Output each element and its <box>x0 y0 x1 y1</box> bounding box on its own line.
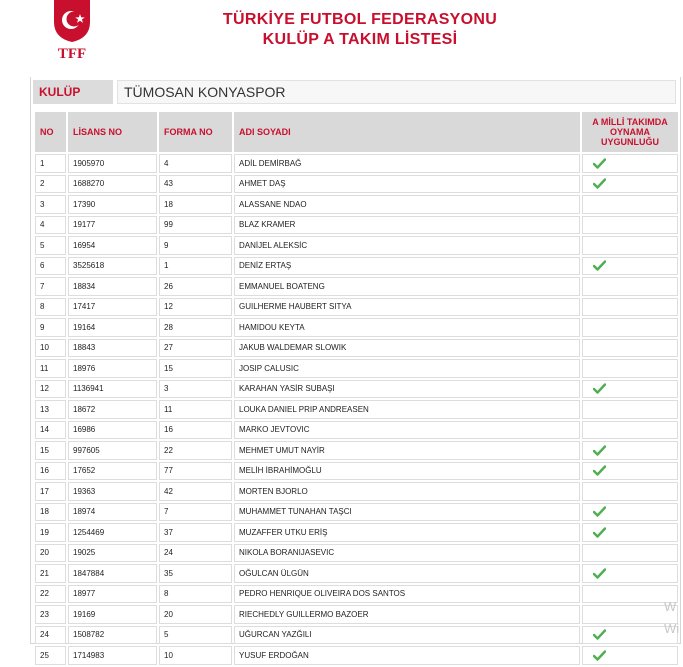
club-name: TÜMOSAN KONYASPOR <box>117 80 676 104</box>
table-row <box>35 564 678 583</box>
table-row <box>35 503 678 522</box>
cell-name: MEHMET UMUT NAYİR <box>234 441 580 460</box>
cell-license: 18974 <box>68 503 157 522</box>
cell-license: 18976 <box>68 359 157 378</box>
cell-shirt: 42 <box>159 482 232 501</box>
table-row <box>35 236 678 255</box>
cell-shirt: 43 <box>159 175 232 194</box>
cell-shirt: 12 <box>159 298 232 317</box>
header-eligible: A MİLLİ TAKIMDA OYNAMA UYGUNLUĞU <box>582 112 678 152</box>
club-label: KULÜP <box>33 80 113 104</box>
cell-eligible <box>582 421 678 440</box>
cell-no: 7 <box>35 277 66 296</box>
cell-no: 22 <box>35 585 66 604</box>
cell-name: UĞURCAN YAZĞILI <box>234 626 580 645</box>
cell-shirt: 7 <box>159 503 232 522</box>
cell-shirt: 28 <box>159 318 232 337</box>
cell-name: BLAZ KRAMER <box>234 216 580 235</box>
table-row <box>35 216 678 235</box>
table-row <box>35 298 678 317</box>
cell-eligible <box>582 339 678 358</box>
cell-no: 25 <box>35 646 66 665</box>
cell-shirt: 1 <box>159 257 232 276</box>
cell-license: 1254469 <box>68 523 157 542</box>
cell-name: MELİH İBRAHİMOĞLU <box>234 462 580 481</box>
cell-name: RIECHEDLY GUILLERMO BAZOER <box>234 605 580 624</box>
page-title <box>150 10 570 50</box>
cell-eligible <box>582 564 678 583</box>
cell-shirt: 77 <box>159 462 232 481</box>
player-table <box>33 110 680 667</box>
cell-name: JOSIP CALUSIC <box>234 359 580 378</box>
cell-eligible <box>582 195 678 214</box>
cell-license: 18843 <box>68 339 157 358</box>
cell-eligible <box>582 298 678 317</box>
table-row <box>35 318 678 337</box>
table-row <box>35 195 678 214</box>
table-row <box>35 585 678 604</box>
cell-eligible <box>582 257 678 276</box>
cell-name: ADİL DEMİRBAĞ <box>234 154 580 173</box>
cell-no: 14 <box>35 421 66 440</box>
cell-no: 17 <box>35 482 66 501</box>
cell-name: KARAHAN YASİR SUBAŞI <box>234 380 580 399</box>
cell-name: MORTEN BJORLO <box>234 482 580 501</box>
cell-no: 19 <box>35 523 66 542</box>
cell-name: LOUKA DANIEL PRIP ANDREASEN <box>234 400 580 419</box>
cell-license: 19169 <box>68 605 157 624</box>
cell-shirt: 9 <box>159 236 232 255</box>
cell-name: ALASSANE NDAO <box>234 195 580 214</box>
cell-no: 1 <box>35 154 66 173</box>
cell-license: 17417 <box>68 298 157 317</box>
table-row <box>35 277 678 296</box>
watermark <box>664 596 679 640</box>
table-row <box>35 339 678 358</box>
cell-name: JAKUB WALDEMAR SLOWIK <box>234 339 580 358</box>
cell-license: 1508782 <box>68 626 157 645</box>
cell-shirt: 22 <box>159 441 232 460</box>
cell-no: 4 <box>35 216 66 235</box>
cell-eligible <box>582 400 678 419</box>
cell-eligible <box>582 482 678 501</box>
cell-no: 23 <box>35 605 66 624</box>
table-row <box>35 646 678 665</box>
cell-name: HAMIDOU KEYTA <box>234 318 580 337</box>
cell-no: 9 <box>35 318 66 337</box>
check-icon <box>593 260 606 271</box>
cell-eligible <box>582 277 678 296</box>
table-body <box>35 154 678 665</box>
check-icon <box>593 158 606 169</box>
cell-name: EMMANUEL BOATENG <box>234 277 580 296</box>
cell-shirt: 5 <box>159 626 232 645</box>
table-header-row <box>35 112 678 152</box>
cell-eligible <box>582 175 678 194</box>
cell-shirt: 18 <box>159 195 232 214</box>
table-row <box>35 421 678 440</box>
cell-license: 1136941 <box>68 380 157 399</box>
cell-eligible <box>582 236 678 255</box>
cell-name: PEDRO HENRIQUE OLIVEIRA DOS SANTOS <box>234 585 580 604</box>
cell-eligible <box>582 646 678 665</box>
cell-no: 2 <box>35 175 66 194</box>
title-line-2: KULÜP A TAKIM LİSTESİ <box>262 31 458 48</box>
cell-shirt: 15 <box>159 359 232 378</box>
cell-license: 1905970 <box>68 154 157 173</box>
table-row <box>35 523 678 542</box>
cell-shirt: 3 <box>159 380 232 399</box>
table-row <box>35 380 678 399</box>
cell-no: 8 <box>35 298 66 317</box>
cell-name: GUILHERME HAUBERT SITYA <box>234 298 580 317</box>
table-row <box>35 462 678 481</box>
cell-no: 20 <box>35 544 66 563</box>
cell-eligible <box>582 544 678 563</box>
cell-eligible <box>582 318 678 337</box>
cell-name: NIKOLA BORANIJASEVIC <box>234 544 580 563</box>
cell-shirt: 26 <box>159 277 232 296</box>
cell-no: 5 <box>35 236 66 255</box>
cell-shirt: 35 <box>159 564 232 583</box>
check-icon <box>593 445 606 456</box>
cell-name: YUSUF ERDOĞAN <box>234 646 580 665</box>
cell-license: 19164 <box>68 318 157 337</box>
check-icon <box>593 629 606 640</box>
table-row <box>35 154 678 173</box>
cell-name: AHMET DAŞ <box>234 175 580 194</box>
header-no: NO <box>35 112 66 152</box>
cell-shirt: 27 <box>159 339 232 358</box>
cell-license: 1847884 <box>68 564 157 583</box>
cell-license: 18672 <box>68 400 157 419</box>
cell-shirt: 16 <box>159 421 232 440</box>
cell-no: 15 <box>35 441 66 460</box>
table-row <box>35 441 678 460</box>
table-row <box>35 544 678 563</box>
table-row <box>35 626 678 645</box>
check-icon <box>593 506 606 517</box>
check-icon <box>593 383 606 394</box>
cell-eligible <box>582 503 678 522</box>
cell-no: 10 <box>35 339 66 358</box>
cell-eligible <box>582 523 678 542</box>
cell-name: MARKO JEVTOVIC <box>234 421 580 440</box>
watermark-line-1: W <box>664 599 677 614</box>
cell-eligible <box>582 441 678 460</box>
cell-license: 19177 <box>68 216 157 235</box>
cell-eligible <box>582 462 678 481</box>
cell-license: 16954 <box>68 236 157 255</box>
cell-shirt: 11 <box>159 400 232 419</box>
cell-name: DANİJEL ALEKSİC <box>234 236 580 255</box>
cell-name: MUZAFFER UTKU ERİŞ <box>234 523 580 542</box>
watermark-line-2: Wi <box>664 621 680 636</box>
cell-no: 11 <box>35 359 66 378</box>
table-row <box>35 605 678 624</box>
check-icon <box>593 527 606 538</box>
cell-no: 3 <box>35 195 66 214</box>
check-icon <box>593 465 606 476</box>
cell-license: 997605 <box>68 441 157 460</box>
table-row <box>35 400 678 419</box>
cell-name: DENİZ ERTAŞ <box>234 257 580 276</box>
cell-no: 6 <box>35 257 66 276</box>
table-row <box>35 482 678 501</box>
cell-shirt: 20 <box>159 605 232 624</box>
cell-shirt: 10 <box>159 646 232 665</box>
cell-no: 13 <box>35 400 66 419</box>
cell-no: 21 <box>35 564 66 583</box>
cell-license: 17390 <box>68 195 157 214</box>
cell-license: 19363 <box>68 482 157 501</box>
header-license: LİSANS NO <box>68 112 157 152</box>
cell-license: 17652 <box>68 462 157 481</box>
cell-eligible <box>582 359 678 378</box>
cell-license: 18977 <box>68 585 157 604</box>
cell-name: OĞULCAN ÜLGÜN <box>234 564 580 583</box>
cell-no: 12 <box>35 380 66 399</box>
cell-eligible <box>582 380 678 399</box>
cell-no: 16 <box>35 462 66 481</box>
cell-license: 16986 <box>68 421 157 440</box>
cell-eligible <box>582 216 678 235</box>
cell-shirt: 8 <box>159 585 232 604</box>
cell-license: 3525618 <box>68 257 157 276</box>
cell-shirt: 99 <box>159 216 232 235</box>
cell-shirt: 24 <box>159 544 232 563</box>
table-row <box>35 359 678 378</box>
cell-shirt: 4 <box>159 154 232 173</box>
cell-shirt: 37 <box>159 523 232 542</box>
cell-no: 18 <box>35 503 66 522</box>
tff-logo <box>50 0 94 62</box>
cell-license: 19025 <box>68 544 157 563</box>
cell-name: MUHAMMET TUNAHAN TAŞCI <box>234 503 580 522</box>
logo-text: TFF <box>57 46 87 62</box>
title-line-1: TÜRKİYE FUTBOL FEDERASYONU <box>222 11 498 28</box>
table-row <box>35 175 678 194</box>
check-icon <box>593 568 606 579</box>
cell-no: 24 <box>35 626 66 645</box>
club-row <box>33 80 676 104</box>
header-name: ADI SOYADI <box>234 112 580 152</box>
cell-eligible <box>582 154 678 173</box>
cell-license: 1688270 <box>68 175 157 194</box>
header-shirt: FORMA NO <box>159 112 232 152</box>
cell-license: 18834 <box>68 277 157 296</box>
cell-license: 1714983 <box>68 646 157 665</box>
check-icon <box>593 178 606 189</box>
table-row <box>35 257 678 276</box>
check-icon <box>593 650 606 661</box>
